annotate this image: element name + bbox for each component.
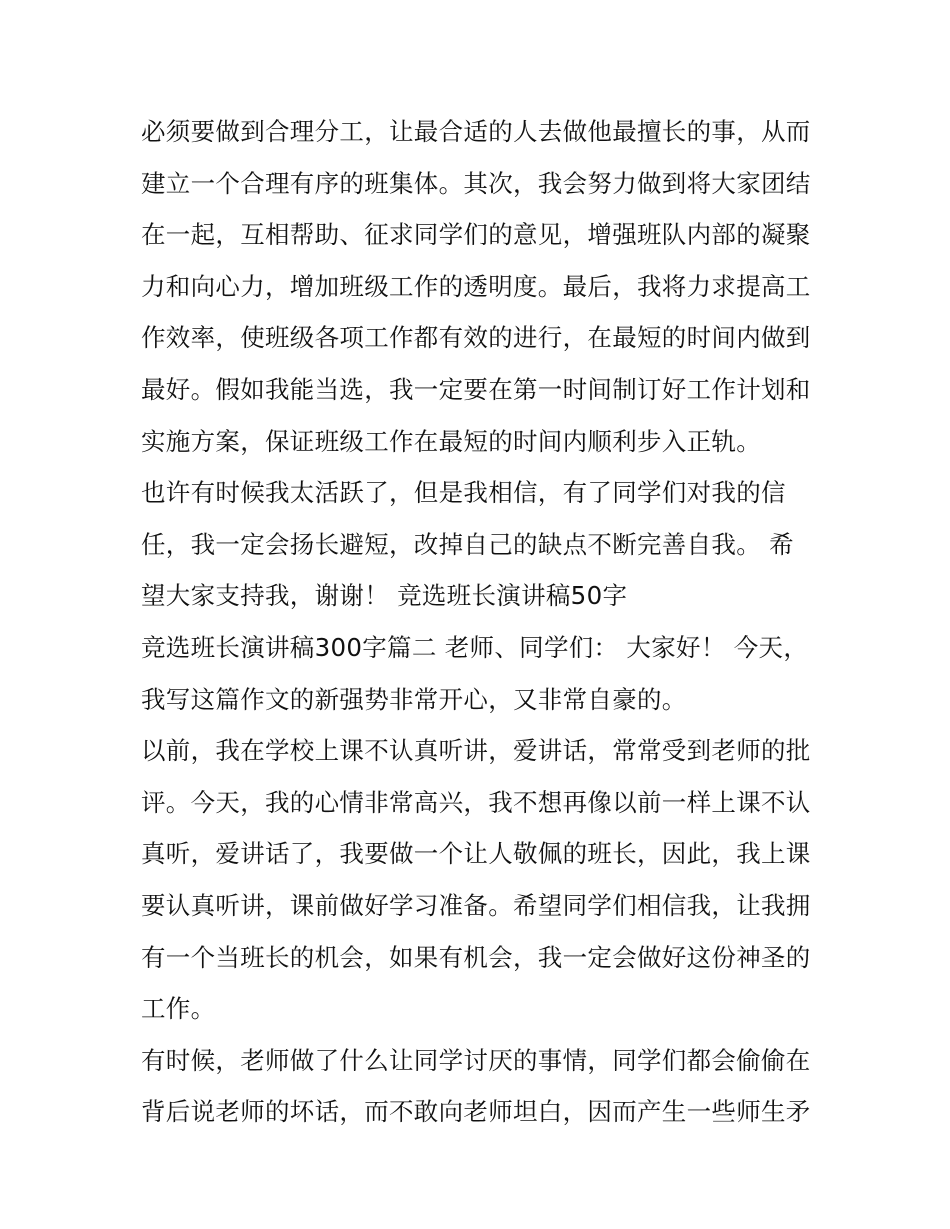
text-line-5: 作效率，使班级各项工作都有效的进行，在最短的时间内做到	[141, 323, 811, 353]
text-line-12: 我写这篇作文的新强势非常开心，又非常自豪的。	[141, 684, 687, 714]
text-line-9: 任，我一定会扬长避短，改掉自己的缺点不断完善自我。 希	[141, 529, 794, 559]
text-line-19: 有时候，老师做了什么让同学讨厌的事情，同学们都会偷偷在	[141, 1045, 811, 1075]
text-line-1: 必须要做到合理分工，让最合适的人去做他最擅长的事，从而	[141, 117, 811, 146]
text-line-11: 竞选班长演讲稿300字篇二 老师、同学们： 大家好！ 今天，	[141, 632, 809, 662]
text-line-2: 建立一个合理有序的班集体。其次，我会努力做到将大家团结	[141, 168, 811, 198]
text-line-7: 实施方案，保证班级工作在最短的时间内顺利步入正轨。	[141, 426, 761, 456]
text-line-10: 望大家支持我，谢谢！ 竞选班长演讲稿50字	[141, 581, 628, 611]
text-line-18: 工作。	[141, 994, 216, 1024]
text-line-17: 有一个当班长的机会，如果有机会，我一定会做好这份神圣的	[141, 942, 811, 972]
document-body	[141, 106, 821, 1138]
text-line-4: 力和向心力，增加班级工作的透明度。最后，我将力求提高工	[141, 271, 811, 301]
text-line-20: 背后说老师的坏话，而不敢向老师坦白，因而产生一些师生矛	[141, 1097, 811, 1127]
text-line-8: 也许有时候我太活跃了，但是我相信，有了同学们对我的信	[141, 478, 786, 508]
text-line-6: 最好。假如我能当选，我一定要在第一时间制订好工作计划和	[141, 374, 811, 404]
text-line-13: 以前，我在学校上课不认真听讲，爱讲话，常常受到老师的批	[141, 736, 811, 766]
text-line-16: 要认真听讲，课前做好学习准备。希望同学们相信我，让我拥	[141, 890, 811, 920]
text-line-3: 在一起，互相帮助、征求同学们的意见，增强班队内部的凝聚	[141, 220, 811, 250]
text-line-15: 真听，爱讲话了，我要做一个让人敬佩的班长，因此，我上课	[141, 839, 811, 869]
text-line-14: 评。今天，我的心情非常高兴，我不想再像以前一样上课不认	[141, 787, 811, 817]
